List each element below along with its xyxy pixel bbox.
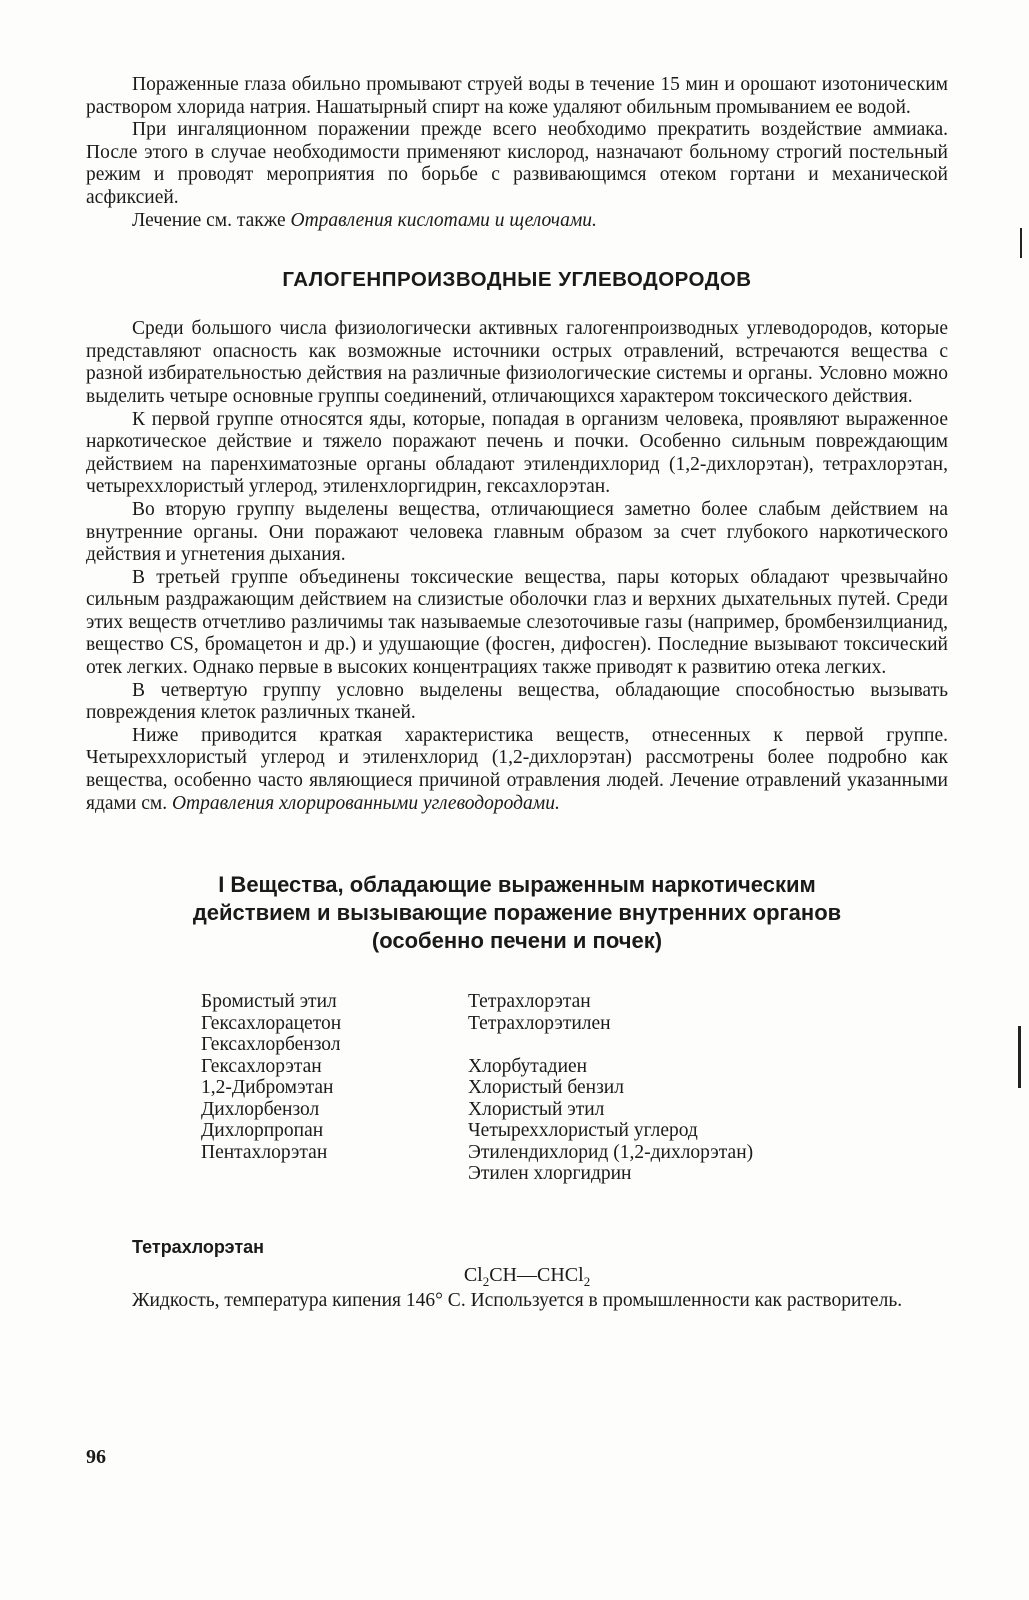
- formula-part: CH—CHCl: [489, 1264, 584, 1287]
- summary-reference: Отравления хлорированными углеводородами.: [171, 792, 560, 814]
- margin-mark: [1020, 228, 1022, 258]
- subsection-title: [86, 871, 948, 955]
- page-body: [86, 74, 948, 1313]
- paragraph: В третьей группе объединены токсические вещества, пары которых обладают чрезвычайно сильным раздражающим действием на слизистые оболочки глаз и верхних дыхательных путей. Среди этих веществ отчетливо различимы так называемые слезоточивые газы (например, бромбензилцианид, вещество CS, бромацетон и др.) и удушающие (фосген, дифосген). Последние вызывают токсический отек легких. Однако первые в высоких концентрациях также приводят к развитию отека легких.: [86, 566, 948, 679]
- subsection-title-line: (особенно печени и почек): [371, 928, 663, 954]
- substance-heading: Тетрахлорэтан: [132, 1237, 265, 1258]
- margin-mark: [1018, 1026, 1021, 1088]
- paragraph: К первой группе относятся яды, которые, попадая в организм человека, проявляют выраженное наркотическое действие и тяжело поражают печень и почки. Особенно сильным повреждающим действием на паренхиматозные органы обладают этилендихлорид (1,2-дихлорэтан), тетрахлорэтан, четыреххлористый углерод, этиленхлоргидрин, гексахлорэтан.: [86, 408, 948, 498]
- paragraph: При ингаляционном поражении прежде всего необходимо прекратить воздействие аммиака. После этого в случае необходимости применяют кислород, назначают больному строгий постельный режим и проводят мероприятия по борьбе с развивающимся отеком гортани и механической асфиксией.: [86, 119, 948, 208]
- list-item: Бромистый этил: [201, 991, 337, 1013]
- list-item: 1,2-Дибромэтан: [201, 1077, 334, 1099]
- formula-part: Cl: [463, 1264, 483, 1287]
- reference-prefix: Лечение см. также: [132, 209, 291, 231]
- formula-subscript: 2: [482, 1274, 490, 1290]
- chemical-formula: [86, 1264, 948, 1290]
- list-item: Дихлорпропан: [201, 1120, 324, 1142]
- list-item: Гексахлорэтан: [201, 1055, 322, 1077]
- summary-paragraph: [86, 725, 948, 815]
- subsection-title-line: I Вещества, обладающие выраженным наркотическим: [218, 872, 816, 898]
- paragraph: В четвертую группу условно выделены вещества, обладающие способностью вызывать повреждения клеток различных тканей.: [86, 679, 948, 724]
- list-item: Тетрахлорэтан: [468, 991, 591, 1013]
- list-item: Гексахлорацетон: [201, 1012, 342, 1034]
- list-item: Этилен хлоргидрин: [468, 1163, 632, 1185]
- substance-list-right: [468, 991, 753, 1185]
- list-item: Хлорбутадиен: [468, 1055, 588, 1077]
- list-item: Четыреххлористый углерод: [468, 1120, 698, 1142]
- substance-description: Жидкость, температура кипения 146° С. Используется в промышленности как растворитель.: [132, 1290, 903, 1312]
- treatment-reference: [86, 210, 948, 233]
- substance-lists: [86, 991, 948, 1231]
- paragraph: Среди большого числа физиологически активных галогенпроизводных углеводородов, которые представляют опасность как возможные источники острых отравлений, встречаются вещества с разной избирательностью действия на различные физиологические системы и органы. Условно можно выделить четыре основные группы соединений, отличающихся характером токсического действия.: [86, 318, 948, 407]
- list-item: Тетрахлорэтилен: [468, 1012, 611, 1034]
- list-item: Дихлорбензол: [201, 1098, 320, 1120]
- reference-link-text: Отравления кислотами и щелочами.: [290, 209, 597, 231]
- subsection-title-line: действием и вызывающие поражение внутренних органов: [192, 900, 842, 926]
- list-item: Этилендихлорид (1,2-дихлорэтан): [468, 1141, 754, 1163]
- list-item: Хлористый бензил: [468, 1077, 624, 1099]
- section-title: ГАЛОГЕНПРОИЗВОДНЫЕ УГЛЕВОДОРОДОВ: [282, 268, 752, 292]
- formula-subscript: 2: [583, 1274, 591, 1290]
- paragraph: Пораженные глаза обильно промывают струей воды в течение 15 мин и орошают изотоническим раствором хлорида натрия. Нашатырный спирт на коже удаляют обильным промыванием ее водой.: [86, 74, 948, 118]
- paragraph: Во вторую группу выделены вещества, отличающиеся заметно более слабым действием на внутренние органы. Они поражают человека главным образом за счет глубокого наркотического действия и угнетения дыхания.: [86, 498, 948, 566]
- list-item: Хлористый этил: [468, 1098, 605, 1120]
- page-number: 96: [86, 1446, 106, 1468]
- summary-text: Ниже приводится краткая характеристика веществ, отнесенных к первой группе. Четыреххлористый углерод и этиленхлорид (1,2-дихлорэтан) рассмотрены более подробно как вещества, особенно часто являющиеся причиной отравления людей. Лечение отравлений указанными ядами см.: [86, 724, 948, 814]
- substance-list-left: [201, 991, 341, 1163]
- list-item: [468, 1034, 753, 1056]
- list-item: Пентахлорэтан: [201, 1141, 328, 1163]
- list-item: Гексахлорбензол: [201, 1034, 341, 1056]
